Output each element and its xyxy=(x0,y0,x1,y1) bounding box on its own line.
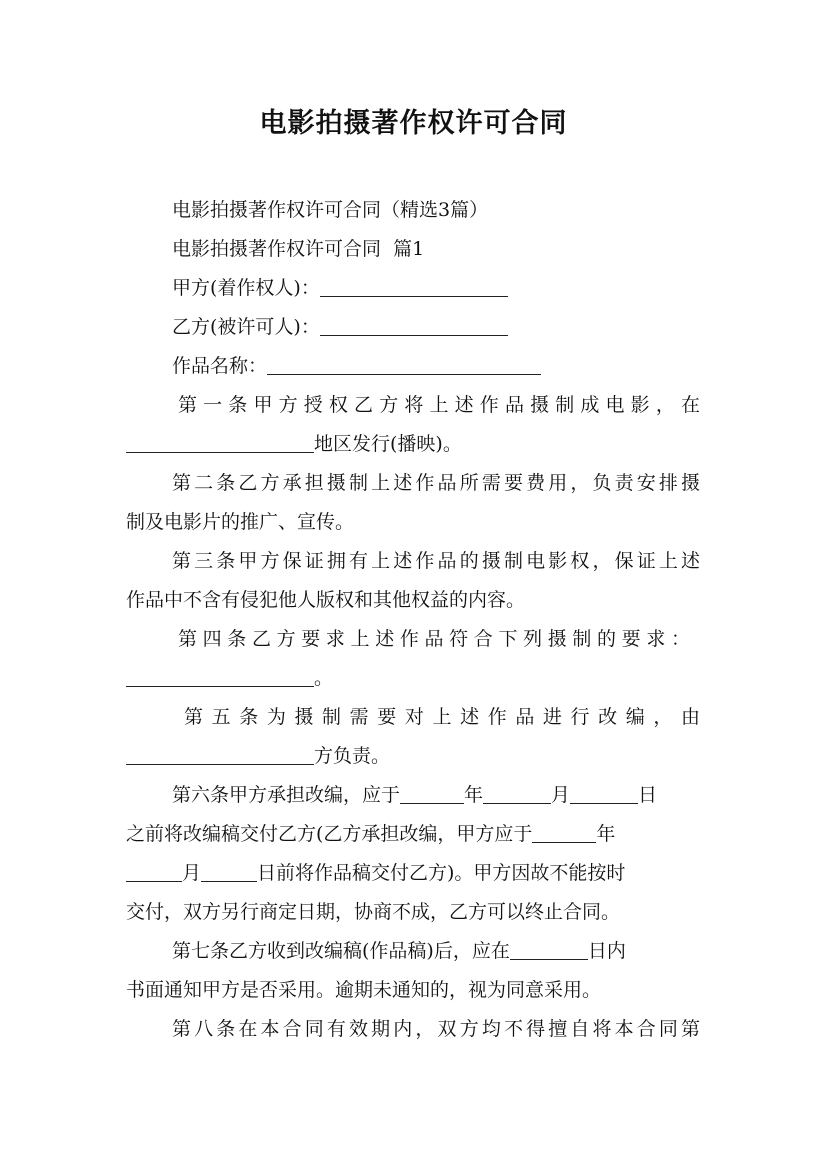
document-title: 电影拍摄著作权许可合同 xyxy=(259,108,568,139)
clause-8-line-1: 第八条在本合同有效期内，双方均不得擅自将本合同第 xyxy=(172,1018,700,1040)
clause-4-end: 。 xyxy=(314,667,334,689)
clause-6-day-label: 日 xyxy=(638,784,658,806)
clause-3-line-1: 第三条甲方保证拥有上述作品的摄制电影权，保证上述 xyxy=(172,550,700,572)
clause-2-line-2: 制及电影片的推广、宣传。 xyxy=(126,511,355,533)
clause-6-month-blank-2 xyxy=(126,862,182,882)
clause-5-party-blank xyxy=(126,745,314,765)
clause-6-line-1 xyxy=(172,784,657,807)
party-b-blank xyxy=(320,316,508,336)
clause-6-month-blank xyxy=(483,784,551,804)
party-b-line xyxy=(172,316,508,339)
clause-6-month-label-2: 月 xyxy=(182,862,202,884)
clause-7-days-label: 日内 xyxy=(587,940,626,962)
work-name-line xyxy=(172,355,541,378)
clause-7-text-1: 第七条乙方收到改编稿(作品稿)后，应在 xyxy=(172,940,510,962)
clause-6-text-3: 日前将作品稿交付乙方)。甲方因故不能按时 xyxy=(257,862,626,884)
clause-4-requirements-blank xyxy=(126,667,314,687)
clause-1-text: 地区发行(播映)。 xyxy=(314,433,462,455)
clause-4-line-1: 第四条乙方要求上述作品符合下列摄制的要求： xyxy=(178,628,690,650)
party-a-blank xyxy=(320,277,508,297)
party-b-label: 乙方(被许可人)： xyxy=(172,316,320,338)
clause-4-line-2 xyxy=(126,667,333,690)
clause-6-year-label: 年 xyxy=(464,784,484,806)
clause-6-day-blank xyxy=(570,784,638,804)
clause-5-line-1: 第五条为摄制需要对上述作品进行改编，由 xyxy=(184,706,700,728)
clause-5-text: 方负责。 xyxy=(314,745,391,767)
clause-6-day-blank-2 xyxy=(201,862,257,882)
work-name-blank xyxy=(267,355,541,375)
clause-6-year-blank xyxy=(400,784,464,804)
clause-6-text-1: 第六条甲方承担改编，应于 xyxy=(172,784,401,806)
clause-6-month-label: 月 xyxy=(551,784,571,806)
clause-6-line-3 xyxy=(126,862,625,885)
party-a-label: 甲方(着作权人)： xyxy=(172,277,320,299)
clause-7-line-2: 书面通知甲方是否采用。逾期未通知的，视为同意采用。 xyxy=(126,979,602,1001)
clause-7-days-blank xyxy=(510,940,588,960)
clause-1-region-blank xyxy=(126,433,314,453)
section-heading: 电影拍摄著作权许可合同 篇1 xyxy=(172,238,425,260)
clause-1-line-1: 第一条甲方授权乙方将上述作品摄制成电影，在 xyxy=(178,394,700,416)
document-subtitle: 电影拍摄著作权许可合同（精选3篇） xyxy=(172,199,489,221)
clause-6-year-label-2: 年 xyxy=(596,823,616,845)
clause-6-text-2: 之前将改编稿交付乙方(乙方承担改编，甲方应于 xyxy=(126,823,533,845)
clause-7-line-1 xyxy=(172,940,626,963)
clause-6-line-4: 交付，双方另行商定日期，协商不成，乙方可以终止合同。 xyxy=(126,901,621,923)
clause-2-line-1: 第二条乙方承担摄制上述作品所需要费用，负责安排摄 xyxy=(172,472,700,494)
clause-5-line-2 xyxy=(126,745,390,768)
clause-1-line-2 xyxy=(126,433,462,456)
clause-6-line-2 xyxy=(126,823,615,846)
clause-6-year-blank-2 xyxy=(532,823,596,843)
party-a-line xyxy=(172,277,508,300)
clause-3-line-2: 作品中不含有侵犯他人版权和其他权益的内容。 xyxy=(126,589,526,611)
work-name-label: 作品名称： xyxy=(172,355,268,377)
